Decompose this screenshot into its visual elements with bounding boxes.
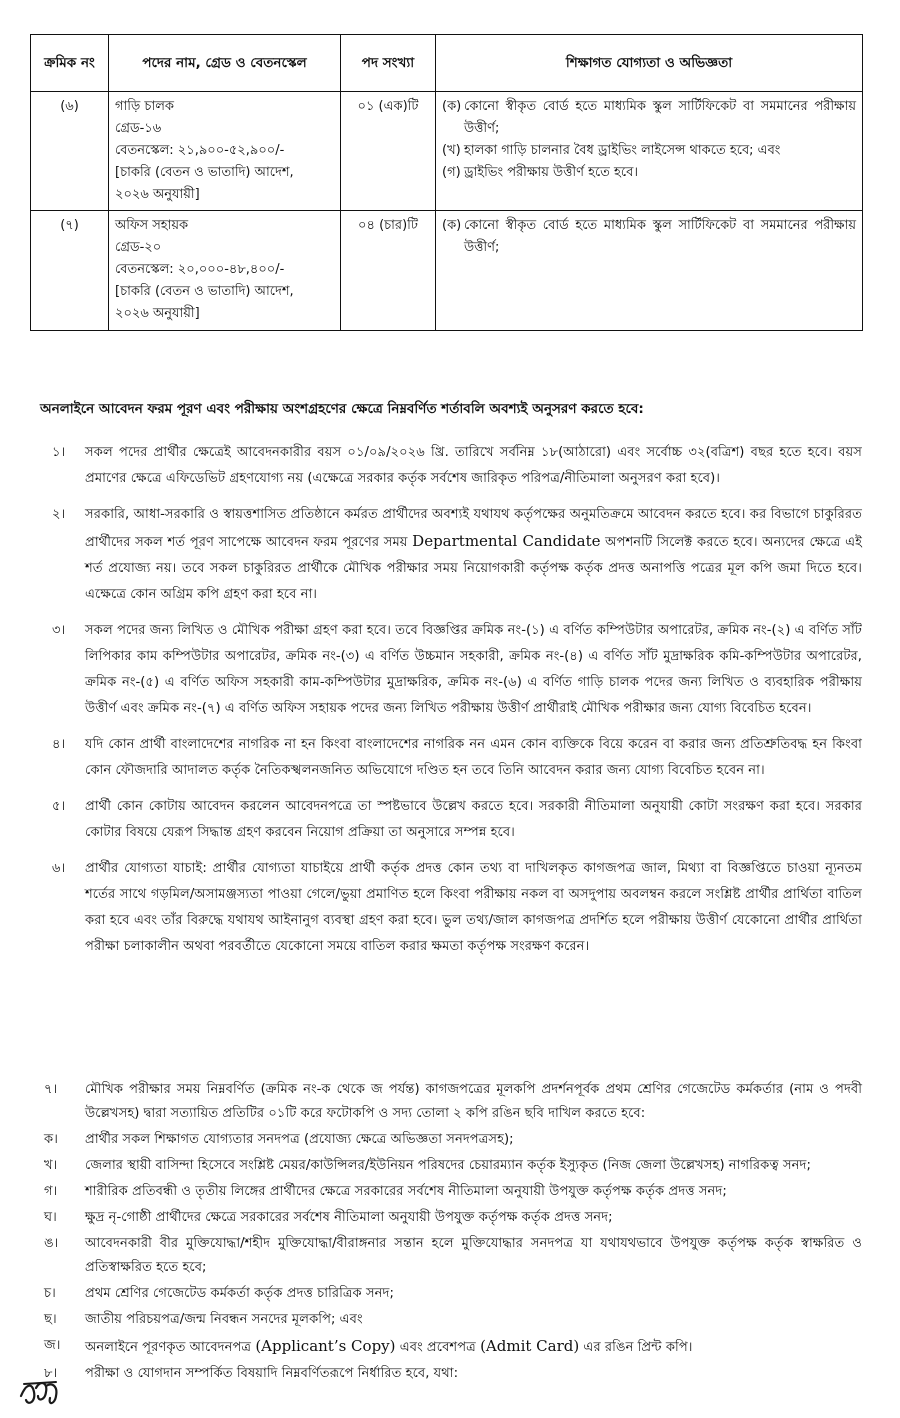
conditions-heading: অনলাইনে আবেদন ফরম পূরণ এবং পরীক্ষায় অংশগ্রহণের ক্ষেত্রে নিম্নবর্ণিত শর্তাবলি অবশ্যই অনুসরণ করতে হবে: <box>40 401 644 417</box>
header-count: পদ সংখ্যা <box>341 35 436 92</box>
row-post <box>109 92 341 211</box>
document-item <box>30 1334 862 1360</box>
condition-text-part: অপশনটি সিলেক্ট করতে হবে। অন্যদের ক্ষেত্রে এই শর্ত প্রযোজ্য নয়। তবে সকল চাকুরিরত প্রার্থীকে মৌখিক পরীক্ষার সময় নিয়োগকারী কর্তৃপক্ষ কর্তৃক প্রদত্ত অনাপত্তি পত্রের মূল কপি জমা দিতে হবে। এক্ষেত্রে কোন অগ্রিম কপি গ্রহণ করা হবে না। <box>85 535 862 602</box>
requirement <box>442 162 856 184</box>
row-serial: (৭) <box>31 211 109 331</box>
document-item <box>30 1180 862 1204</box>
condition-number: ১। <box>52 445 66 460</box>
requirement-label: (ক) <box>442 99 462 114</box>
posts-table <box>30 34 863 331</box>
document-item <box>30 1232 862 1280</box>
condition-text: প্রার্থীর যোগ্যতা যাচাই: প্রার্থীর যোগ্যতা যাচাইয়ে প্রার্থী কর্তৃক প্রদত্ত কোন তথ্য বা দাখিলকৃত কাগজপত্র জাল, মিথ্যা বা বিজ্ঞপ্তিতে চাওয়া ন্যূনতম শর্তের সাথে গড়মিল/অসামঞ্জস্যতা পাওয়া গেলে/ভুয়া প্রমাণিত হলে কিংবা পরীক্ষায় নকল বা অসদুপায় অবলম্বন করলে সংশ্লিষ্ট প্রার্থীর প্রার্থিতা বাতিল করা হবে এবং তাঁর বিরুদ্ধে যথাযথ আইনানুগ ব্যবস্থা গ্রহণ করা হবে। ভুল তথ্য/জাল কাগজপত্র প্রদর্শিত হলে পরীক্ষায় উত্তীর্ণ যেকোনো প্রার্থীর প্রার্থিতা পরীক্ষা চলাকালীন অথবা পরবর্তীতে যেকোনো সময়ে বাতিল করার ক্ষমতা কর্তৃপক্ষ সংরক্ষণ করেন। <box>85 861 862 954</box>
header-qualification: শিক্ষাগত যোগ্যতা ও অভিজ্ঞতা <box>436 35 863 92</box>
document-number: খ। <box>44 1158 58 1173</box>
condition-number: ৬। <box>52 861 66 876</box>
post-line: গ্রেড-১৬ <box>115 121 162 136</box>
row-requirements <box>436 92 863 211</box>
next-section-lead <box>30 1362 862 1386</box>
document-number: চ। <box>44 1286 56 1301</box>
header-post: পদের নাম, গ্রেড ও বেতনস্কেল <box>109 35 341 92</box>
requirement <box>442 140 856 162</box>
requirement <box>442 96 856 140</box>
condition-item <box>30 440 862 492</box>
document-text-part: অনলাইনে পূরণকৃত আবেদনপত্র <box>85 1340 256 1355</box>
condition-text-part: সরকারি, আধা-সরকারি ও স্বায়ত্তশাসিত প্রতিষ্ঠানে কর্মরত প্রার্থীদের অবশ্যই যথাযথ কর্তৃপক্ষের অনুমতিক্রমে আবেদন করতে হবে। কর বিভাগে চাকুরিরত প্রার্থীদের সকল শর্ত পূরণ সাপেক্ষে আবেদন ফরম পূরণের সময় <box>85 507 862 550</box>
documents-section <box>30 1078 862 1388</box>
post-line: গ্রেড-২০ <box>115 240 162 255</box>
table-header-row <box>31 35 863 92</box>
condition-text: সকল পদের প্রার্থীর ক্ষেত্রেই আবেদনকারীর বয়স ০১/০৯/২০২৬ খ্রি. তারিখে সর্বনিম্ন ১৮(আঠারো) এবং সর্বোচ্চ ৩২(বত্রিশ) বছর হতে হবে। বয়স প্রমাণের ক্ষেত্রে এফিডেভিট গ্রহণযোগ্য নয় (এক্ষেত্রে সরকার কর্তৃক সর্বশেষ জারিকৃত পরিপত্র/নীতিমালা অনুসরণ করা হবে)। <box>85 445 862 486</box>
document-number: ক। <box>44 1132 58 1147</box>
documents-lead <box>30 1078 862 1126</box>
condition-number: ২। <box>52 507 66 522</box>
next-section-text: পরীক্ষা ও যোগদান সম্পর্কিত বিষয়াদি নিম্নবর্ণিতরূপে নির্ধারিত হবে, যথা: <box>85 1366 459 1381</box>
condition-item <box>30 502 862 608</box>
condition-item <box>30 856 862 960</box>
document-item <box>30 1282 862 1306</box>
document-text-part: এর রঙিন প্রিন্ট কপি। <box>579 1340 693 1355</box>
row-post <box>109 211 341 331</box>
document-item <box>30 1308 862 1332</box>
condition-item <box>30 618 862 722</box>
requirement-text: ড্রাইভিং পরীক্ষায় উত্তীর্ণ হতে হবে। <box>464 165 639 180</box>
row-count: ০৪ (চার)টি <box>341 211 436 331</box>
row-requirements <box>436 211 863 331</box>
post-line: [চাকরি (বেতন ও ভাতাদি) আদেশ, <box>115 165 294 180</box>
conditions-list <box>30 440 862 970</box>
table-row <box>31 211 863 331</box>
document-text: শারীরিক প্রতিবন্ধী ও তৃতীয় লিঙ্গের প্রার্থীদের ক্ষেত্রে সরকারের সর্বশেষ নীতিমালা অনুযায়ী উপযুক্ত কর্তৃপক্ষ কর্তৃক প্রদত্ত সনদ; <box>85 1184 727 1199</box>
document-number: জ। <box>44 1338 61 1353</box>
document-text: জাতীয় পরিচয়পত্র/জন্ম নিবন্ধন সনদের মূলকপি; এবং <box>85 1312 363 1327</box>
condition-number: ৩। <box>52 623 66 638</box>
departmental-candidate-option: Departmental Candidate <box>412 532 601 550</box>
requirement-text: কোনো স্বীকৃত বোর্ড হতে মাধ্যমিক স্কুল সার্টিফিকেট বা সমমানের পরীক্ষায় উত্তীর্ণ; <box>464 99 856 136</box>
requirement-label: (খ) <box>442 143 461 158</box>
row-serial: (৬) <box>31 92 109 211</box>
condition-item <box>30 732 862 784</box>
condition-number: ৫। <box>52 799 66 814</box>
condition-text: যদি কোন প্রার্থী বাংলাদেশের নাগরিক না হন কিংবা বাংলাদেশের নাগরিক নন এমন কোন ব্যক্তিকে বিয়ে করেন বা করার জন্য প্রতিশ্রুতিবদ্ধ হন কিংবা কোন ফৌজদারি আদালত কর্তৃক নৈতিকস্খলনজনিত অভিযোগে দণ্ডিত হন তবে তিনি আবেদন করার জন্য যোগ্য বিবেচিত হবেন না। <box>85 737 862 778</box>
requirement-text: হালকা গাড়ি চালনার বৈধ ড্রাইভিং লাইসেন্স থাকতে হবে; এবং <box>464 143 781 158</box>
document-number: গ। <box>44 1184 58 1199</box>
documents-lead-text: মৌখিক পরীক্ষার সময় নিম্নবর্ণিত (ক্রমিক নং-ক থেকে জ পর্যন্ত) কাগজপত্রের মূলকপি প্রদর্শনপূর্বক প্রথম শ্রেণির গেজেটেড কর্মকর্তার (নাম ও পদবী উল্লেখসহ) দ্বারা সত্যায়িত প্রতিটির ০১টি করে ফটোকপি ও সদ্য তোলা ২ কপি রঙিন ছবি দাখিল করতে হবে: <box>85 1082 862 1121</box>
condition-text: প্রার্থী কোন কোটায় আবেদন করলেন আবেদনপত্রে তা স্পষ্টভাবে উল্লেখ করতে হবে। সরকারী নীতিমালা অনুযায়ী কোটা সংরক্ষণ করা হবে। সরকার কোটার বিষয়ে যেরূপ সিদ্ধান্ত গ্রহণ করবেন নিয়োগ প্রক্রিয়া তা অনুসারে সম্পন্ন হবে। <box>85 799 862 840</box>
documents-lead-number: ৭। <box>44 1082 58 1097</box>
condition-number: ৪। <box>52 737 66 752</box>
table-row <box>31 92 863 211</box>
document-text: প্রার্থীর সকল শিক্ষাগত যোগ্যতার সনদপত্র (প্রযোজ্য ক্ষেত্রে অভিজ্ঞতা সনদপত্রসহ); <box>85 1132 514 1147</box>
condition-text: সকল পদের জন্য লিখিত ও মৌখিক পরীক্ষা গ্রহণ করা হবে। তবে বিজ্ঞপ্তির ক্রমিক নং-(১) এ বর্ণিত কম্পিউটার অপারেটর, ক্রমিক নং-(২) এ বর্ণিত সাঁট লিপিকার কাম কম্পিউটার অপারেটর, ক্রমিক নং-(৩) এ বর্ণিত উচ্চমান সহকারী, ক্রমিক নং-(৪) এ বর্ণিত সাঁট মুদ্রাক্ষরিক কমি-কম্পিউটার অপারেটর, ক্রমিক নং-(৫) এ বর্ণিত অফিস সহকারী কাম-কম্পিউটার মুদ্রাক্ষরিক, ক্রমিক নং-(৬) এ বর্ণিত গাড়ি চালক পদের জন্য লিখিত ও ব্যবহারিক পরীক্ষায় উত্তীর্ণ এবং ক্রমিক নং-(৭) এ বর্ণিত অফিস সহায়ক পদের জন্য লিখিত পরীক্ষায় উত্তীর্ণ প্রার্থীরাই মৌখিক পরীক্ষার জন্য যোগ্য বিবেচিত হবেন। <box>85 623 862 716</box>
document-text: প্রথম শ্রেণির গেজেটেড কর্মকর্তা কর্তৃক প্রদত্ত চারিত্রিক সনদ; <box>85 1286 394 1301</box>
document-text: আবেদনকারী বীর মুক্তিযোদ্ধা/শহীদ মুক্তিযোদ্ধা/বীরাঙ্গনার সন্তান হলে মুক্তিযোদ্ধার সনদপত্র যা যথাযথভাবে উপযুক্ত কর্তৃপক্ষ কর্তৃক স্বাক্ষরিত ও প্রতিস্বাক্ষরিত হতে হবে; <box>85 1236 862 1275</box>
document-item <box>30 1206 862 1230</box>
requirement <box>442 215 856 259</box>
admit-card-term: (Admit Card) <box>480 1337 580 1355</box>
requirement-label: (ক) <box>442 218 462 233</box>
post-line: বেতনস্কেল: ২০,০০০-৪৮,৪০০/- <box>115 262 285 277</box>
requirement-text: কোনো স্বীকৃত বোর্ড হতে মাধ্যমিক স্কুল সার্টিফিকেট বা সমমানের পরীক্ষায় উত্তীর্ণ; <box>464 218 856 255</box>
row-count: ০১ (এক)টি <box>341 92 436 211</box>
post-line: বেতনস্কেল: ২১,৯০০-৫২,৯০০/- <box>115 143 285 158</box>
post-line: গাড়ি চালক <box>115 99 174 114</box>
document-number: ঘ। <box>44 1210 57 1225</box>
document-item <box>30 1154 862 1178</box>
requirement-label: (গ) <box>442 165 461 180</box>
document-item <box>30 1128 862 1152</box>
initials-signature <box>18 1376 60 1410</box>
post-line: [চাকরি (বেতন ও ভাতাদি) আদেশ, <box>115 284 294 299</box>
document-text: ক্ষুদ্র নৃ-গোষ্ঠী প্রার্থীদের ক্ষেত্রে সরকারের সর্বশেষ নীতিমালা অনুযায়ী উপযুক্ত কর্তৃপক্ষ কর্তৃক প্রদত্ত সনদ; <box>85 1210 613 1225</box>
condition-text <box>85 502 862 608</box>
document-number: ছ। <box>44 1312 57 1327</box>
document-text-part: এবং প্রবেশপত্র <box>395 1340 481 1355</box>
post-line: ২০২৬ অনুযায়ী] <box>115 306 200 321</box>
post-line: অফিস সহায়ক <box>115 218 189 233</box>
document-text <box>85 1334 862 1360</box>
applicant-copy-term: (Applicant’s Copy) <box>255 1337 396 1355</box>
post-line: ২০২৬ অনুযায়ী] <box>115 187 200 202</box>
document-number: ঙ। <box>44 1236 59 1251</box>
document-text: জেলার স্থায়ী বাসিন্দা হিসেবে সংশ্লিষ্ট মেয়র/কাউন্সিলর/ইউনিয়ন পরিষদের চেয়ারম্যান কর্তৃক ইস্যুকৃত (নিজ জেলা উল্লেখসহ) নাগরিকত্ব সনদ; <box>85 1158 811 1173</box>
header-serial: ক্রমিক নং <box>31 35 109 92</box>
next-section-number: ৮। <box>44 1366 58 1381</box>
condition-item <box>30 794 862 846</box>
